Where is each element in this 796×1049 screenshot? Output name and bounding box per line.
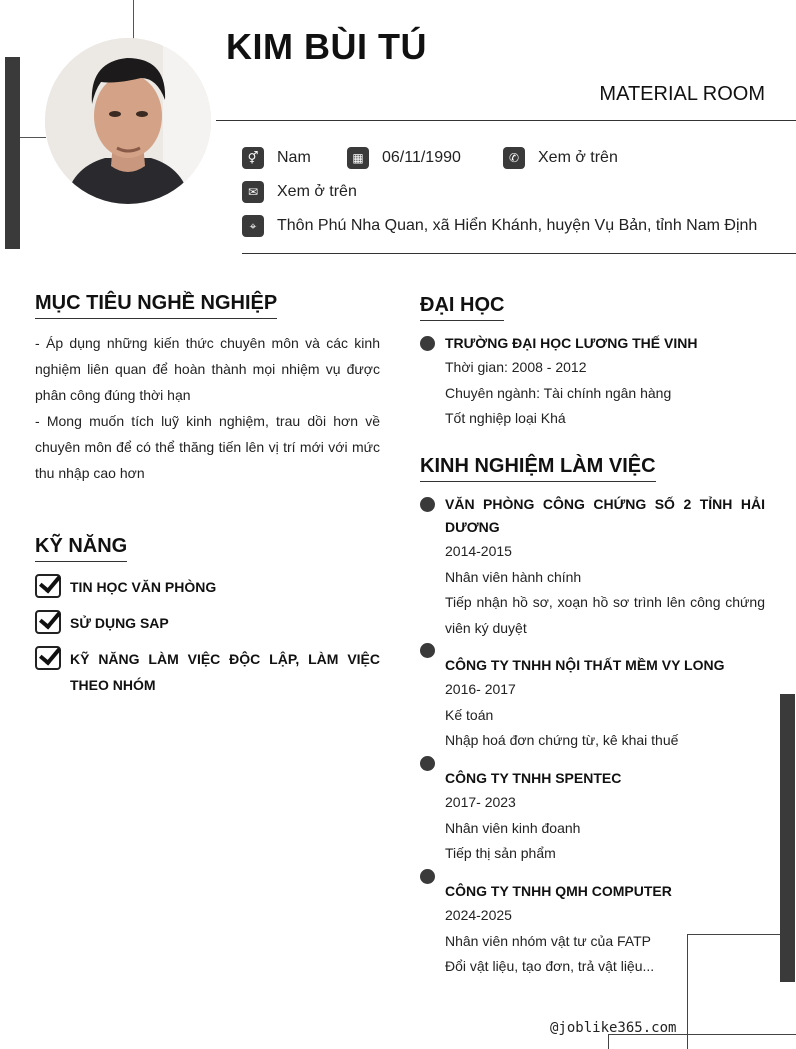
location-icon: ⌖: [242, 215, 264, 237]
work-description: Đổi vật liệu, tạo đơn, trả vật liệu...: [445, 958, 655, 974]
objective-title: MỤC TIÊU NGHỀ NGHIỆP: [35, 292, 277, 319]
education-grade: Tốt nghiệp loại Khá: [445, 410, 566, 426]
gender-value: Nam: [277, 149, 311, 166]
decor-line: [133, 0, 134, 40]
skill-label: SỬ DỤNG SAP: [70, 615, 169, 631]
experience-entry: [420, 643, 765, 754]
experience-entry: [420, 869, 765, 980]
address-value: Thôn Phú Nha Quan, xã Hiển Khánh, huyện Vụ Bản, tỉnh Nam Định: [277, 217, 758, 234]
bullet-icon: [420, 497, 435, 512]
skill-item: [35, 574, 380, 600]
info-divider: [242, 253, 796, 254]
bullet-icon: [420, 643, 435, 658]
work-description: Nhập hoá đơn chứng từ, kê khai thuế: [445, 732, 679, 748]
work-role: Nhân viên kinh đoanh: [445, 819, 581, 836]
work-period: 2016- 2017: [445, 681, 516, 697]
info-address: [242, 214, 757, 238]
checkbox-icon: [35, 574, 61, 598]
bullet-icon: [420, 756, 435, 771]
skill-item: [35, 610, 380, 636]
education-entry: [420, 332, 765, 432]
objective-line: - Mong muốn tích luỹ kinh nghiệm, trau dồi hơn về chuyên môn để có thể thăng tiến lên vị trí mới với mức thu nhập cao hơn: [35, 413, 380, 481]
work-period: 2024-2025: [445, 907, 512, 923]
work-role: Nhân viên hành chính: [445, 568, 582, 585]
company-name: VĂN PHÒNG CÔNG CHỨNG SỐ 2 TỈNH HẢI DƯƠNG: [445, 496, 765, 535]
info-birthday: [347, 146, 461, 170]
gender-icon: ⚥: [242, 147, 264, 169]
info-phone: [503, 146, 618, 170]
objective-content: [35, 330, 380, 486]
decor-line: [608, 1034, 609, 1049]
company-name: CÔNG TY TNHH SPENTEC: [445, 770, 622, 786]
header-divider: [216, 120, 796, 121]
work-role: Kế toán: [445, 706, 494, 723]
skill-item: [35, 646, 380, 698]
school-name: TRƯỜNG ĐẠI HỌC LƯƠNG THẾ VINH: [445, 335, 698, 351]
education-major: Chuyên ngành: Tài chính ngân hàng: [445, 384, 672, 401]
company-name: CÔNG TY TNHH QMH COMPUTER: [445, 883, 672, 899]
email-value: Xem ở trên: [277, 183, 357, 200]
experience-entry: [420, 756, 765, 867]
skill-label: TIN HỌC VĂN PHÒNG: [70, 579, 217, 595]
decor-line: [20, 137, 46, 138]
candidate-name: KIM BÙI TÚ: [226, 26, 427, 67]
skill-label: KỸ NĂNG LÀM VIỆC ĐỘC LẬP, LÀM VIỆC THEO NHÓM: [70, 651, 380, 693]
work-description: Tiếp thị sản phẩm: [445, 845, 556, 861]
work-period: 2014-2015: [445, 543, 512, 559]
experience-title: KINH NGHIỆM LÀM VIỆC: [420, 455, 656, 482]
job-position: MATERIAL ROOM: [599, 83, 765, 105]
work-period: 2017- 2023: [445, 794, 516, 810]
company-name: CÔNG TY TNHH NỘI THẤT MỀM VY LONG: [445, 657, 725, 673]
email-icon: ✉: [242, 181, 264, 203]
experience-entry: [420, 493, 765, 641]
checkbox-icon: [35, 610, 61, 634]
skills-title: KỸ NĂNG: [35, 535, 127, 562]
phone-icon: ✆: [503, 147, 525, 169]
info-gender: [242, 146, 311, 170]
education-title: ĐẠI HỌC: [420, 294, 504, 321]
objective-line: - Áp dụng những kiến thức chuyên môn và các kinh nghiệm liên quan để hoàn thành mọi nhiệm vụ được phân công đúng thời hạn: [35, 335, 380, 403]
bullet-icon: [420, 869, 435, 884]
education-time: Thời gian: 2008 - 2012: [445, 359, 587, 375]
work-description: Tiếp nhận hồ sơ, xoạn hồ sơ trình lên công chứng viên ký duyệt: [445, 594, 765, 636]
watermark: @joblike365.com: [550, 1020, 677, 1036]
work-role: Nhân viên nhóm vật tư của FATP: [445, 932, 651, 949]
checkbox-icon: [35, 646, 61, 670]
birthday-value: 06/11/1990: [382, 149, 461, 166]
bullet-icon: [420, 336, 435, 351]
decor-bar-left: [5, 57, 20, 249]
calendar-icon: ▦: [347, 147, 369, 169]
decor-bar-right: [780, 694, 795, 982]
phone-value: Xem ở trên: [538, 149, 618, 166]
info-email: [242, 180, 357, 204]
avatar: [45, 38, 211, 204]
